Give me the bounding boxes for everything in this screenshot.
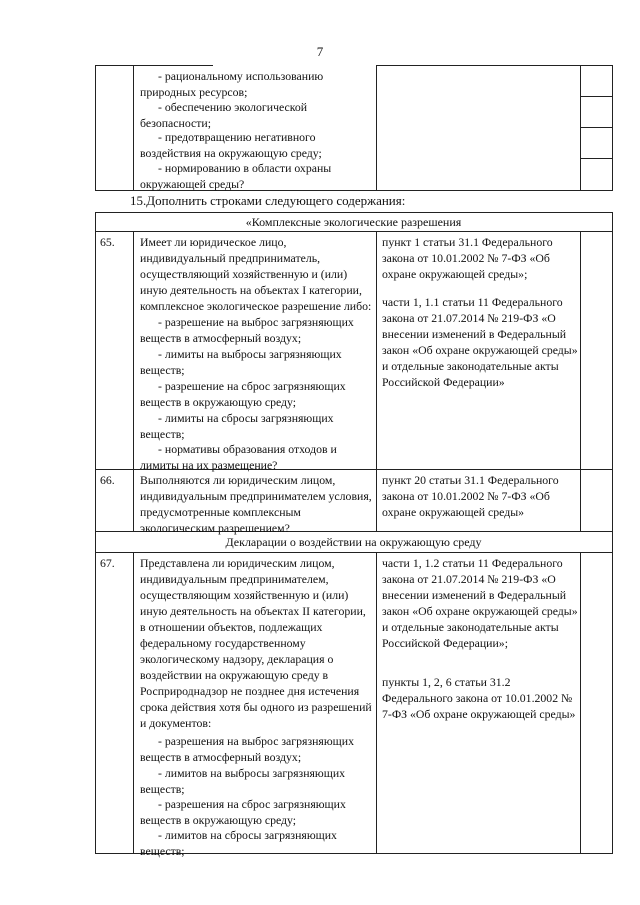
top-table-item: - рациональному использованию природных ресурсов; <box>140 69 324 99</box>
main-table-line <box>95 231 612 232</box>
main-table-line <box>580 231 581 531</box>
section-title: «Комплексные экологические разрешения <box>245 215 462 229</box>
row-item: - лимиты на выбросы загрязняющих веществ; <box>140 347 342 377</box>
row-reference: части 1, 1.1 статьи 11 Федерального закона от 21.07.2014 № 219-ФЗ «О внесении изменений в Федеральный закон «Об охране окружающей среды» и отдельные законодательные акты Российской Федерации» <box>382 295 578 389</box>
top-table-line <box>580 65 581 191</box>
top-table-item: - предотвращению негативного воздействия на окружающую среду; <box>140 130 322 160</box>
row-item: - разрешения на выброс загрязняющих веществ в атмосферный воздух; <box>140 734 354 764</box>
row-number: 66. <box>100 473 115 487</box>
row-number: 65. <box>100 235 115 249</box>
row-question: Имеет ли юридическое лицо, индивидуальный предприниматель, осуществляющий хозяйственную и (или) иную деятельность на объектах I категории, комплексное экологическое разрешение либо: <box>140 235 372 313</box>
main-table-line <box>95 212 96 854</box>
row-question: Представлена ли юридическим лицом, индивидуальным предпринимателем, осуществляющим хозяйственную и (или) иную деятельность на объектах II категории, в отношении объектов, подлежащих федеральному государственному экологическому надзору, декларация о воздействии на окружающую среду в Росприроднадзор не позднее дня истечения срока действия хотя бы одного из разрешений и документов: <box>140 556 372 730</box>
top-table-line <box>580 158 612 159</box>
main-table-line <box>612 212 613 854</box>
section-title: Декларации о воздействии на окружающую среду <box>225 535 482 549</box>
row-reference: части 1, 1.2 статьи 11 Федерального закона от 21.07.2014 № 219-ФЗ «О внесении изменений в Федеральный закон «Об охране окружающей среды» и отдельные законодательные акты Российской Федерации»; <box>382 556 578 650</box>
row-item: - разрешение на сброс загрязняющих веществ в окружающую среду; <box>140 379 346 409</box>
main-table-line <box>376 231 377 531</box>
row-item: - разрешение на выброс загрязняющих веществ в атмосферный воздух; <box>140 315 354 345</box>
top-table-line <box>95 65 96 191</box>
main-table-line <box>133 552 134 854</box>
row-item: - лимиты на сбросы загрязняющих веществ; <box>140 411 334 441</box>
main-table-line <box>580 552 581 854</box>
row-question: Выполняются ли юридическим лицом, индивидуальным предпринимателем условия, предусмотренные комплексным экологическим разрешением? <box>140 473 372 535</box>
row-reference: пункт 1 статьи 31.1 Федерального закона от 10.01.2002 № 7-ФЗ «Об охране окружающей среды»; <box>382 235 553 281</box>
top-table-line <box>376 65 377 191</box>
top-table-line <box>580 96 612 97</box>
row-item: - лимитов на выбросы загрязняющих веществ; <box>140 766 346 796</box>
top-table-line <box>133 65 134 191</box>
row-item: - нормативы образования отходов и лимиты на их размещение? <box>140 442 337 472</box>
top-table-item: - нормированию в области охраны окружающей среды? <box>140 161 332 191</box>
main-table-line <box>376 552 377 854</box>
main-table-line <box>95 552 612 553</box>
row-reference: пункты 1, 2, 6 статьи 31.2 Федерального закона от 10.01.2002 № 7-ФЗ «Об охране окружающей среды» <box>382 675 576 721</box>
top-table-line <box>95 65 213 66</box>
row-item: - лимитов на сбросы загрязняющих веществ; <box>140 828 337 858</box>
main-table-line <box>133 231 134 531</box>
intro-text: 15.Дополнить строками следующего содержания: <box>130 193 406 208</box>
page-number: 7 <box>316 44 324 59</box>
main-table-line <box>95 212 612 213</box>
top-table-line <box>580 127 612 128</box>
top-table-line <box>612 65 613 191</box>
row-number: 67. <box>100 556 115 570</box>
row-item: - разрешения на сброс загрязняющих веществ в окружающую среду; <box>140 797 346 827</box>
row-reference: пункт 20 статьи 31.1 Федерального закона от 10.01.2002 № 7-ФЗ «Об охране окружающей среды» <box>382 473 559 519</box>
top-table-item: - обеспечению экологической безопасности; <box>140 100 308 130</box>
top-table-line <box>376 65 612 66</box>
